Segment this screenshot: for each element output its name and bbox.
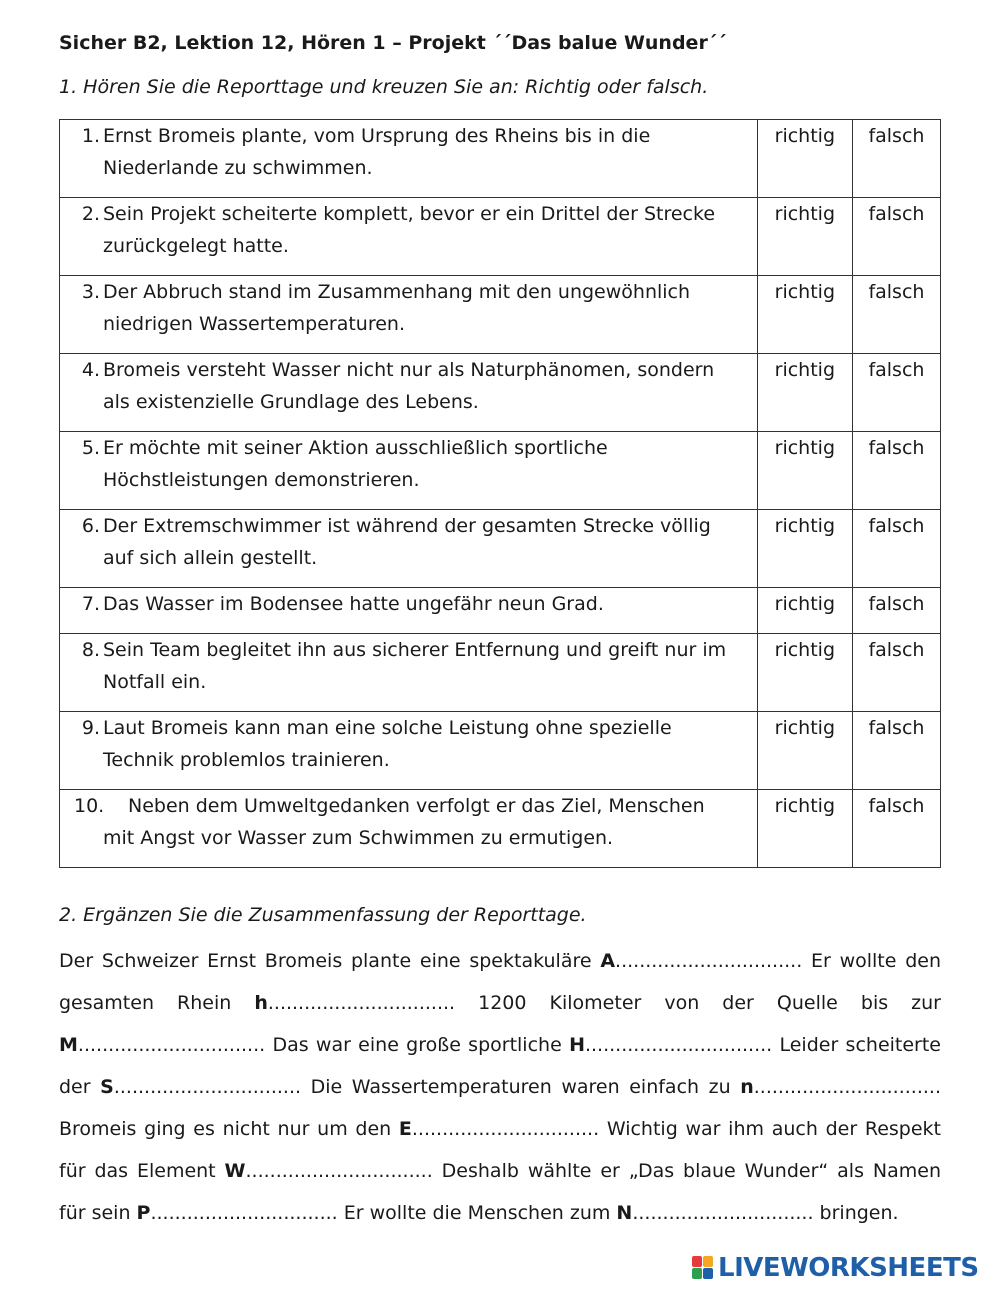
statement-row [60, 354, 941, 432]
statement-row [60, 120, 941, 198]
summary-text: Er wollte den gesamten Rhein [59, 950, 941, 1014]
summary-text: Leider scheiterte der [59, 1034, 942, 1098]
falsch-option[interactable]: falsch [868, 125, 925, 147]
gap-field[interactable]: ............................... [113, 1076, 302, 1098]
richtig-option[interactable]: richtig [774, 203, 836, 225]
gap-field[interactable]: ............................... [150, 1202, 338, 1224]
statement-cell [60, 634, 758, 712]
falsch-cell [852, 354, 940, 432]
statement-text-line1: Sein Projekt scheiterte komplett, bevor er ein Drittel der Strecke [103, 203, 716, 225]
summary-text: bringen. [813, 1202, 899, 1224]
summary-text: Der Schweizer Ernst Bromeis plante eine spektakuläre [59, 950, 601, 972]
summary-text: Wichtig war ihm auch der Respekt für das Element [59, 1118, 941, 1182]
falsch-option[interactable]: falsch [868, 639, 925, 661]
falsch-cell [852, 198, 940, 276]
summary-text: Er wollte die Menschen zum [337, 1202, 617, 1224]
falsch-cell [852, 120, 940, 198]
gap-letter: P [136, 1202, 151, 1224]
summary-text: Das war eine große sportliche [265, 1034, 570, 1056]
true-false-table [59, 119, 941, 868]
richtig-cell [757, 276, 852, 354]
richtig-cell [757, 712, 852, 790]
statement-cell [60, 588, 758, 634]
summary-paragraph [59, 940, 941, 1234]
statement-text-line2: Niederlande zu schwimmen. [103, 157, 373, 179]
falsch-option[interactable]: falsch [868, 593, 925, 615]
statement-row [60, 790, 941, 868]
gap-letter: E [398, 1118, 412, 1140]
gap-field[interactable]: ............................... [584, 1034, 773, 1056]
richtig-option[interactable]: richtig [774, 125, 836, 147]
falsch-cell [852, 712, 940, 790]
statement-number: 9. [81, 717, 100, 739]
statement-text-line1: Bromeis versteht Wasser nicht nur als Naturphänomen, sondern [103, 359, 715, 381]
falsch-cell [852, 432, 940, 510]
richtig-option[interactable]: richtig [774, 639, 836, 661]
summary-text: Deshalb wählte er „Das blaue Wunder“ als Namen für sein [59, 1160, 941, 1224]
falsch-option[interactable]: falsch [868, 281, 925, 303]
statement-text-line1: Ernst Bromeis plante, vom Ursprung des Rheins bis in die [103, 125, 651, 147]
gap-letter: n [740, 1076, 754, 1098]
summary-text: 1200 Kilometer von der Quelle bis zur [455, 992, 941, 1014]
gap-field[interactable]: ............................... [753, 1076, 941, 1098]
falsch-option[interactable]: falsch [868, 203, 925, 225]
statement-text-line2: mit Angst vor Wasser zum Schwimmen zu ermutigen. [103, 827, 614, 849]
richtig-cell [757, 790, 852, 868]
falsch-option[interactable]: falsch [868, 515, 925, 537]
statement-cell [60, 790, 758, 868]
statement-number: 2. [81, 203, 100, 225]
richtig-cell [757, 198, 852, 276]
gap-field[interactable]: .............................. [632, 1202, 814, 1224]
falsch-option[interactable]: falsch [868, 437, 925, 459]
statement-text-line2: Höchstleistungen demonstrieren. [103, 469, 420, 491]
statement-row [60, 712, 941, 790]
task2-instruction: 2. Ergänzen Sie die Zusammenfassung der Reporttage. [59, 904, 587, 926]
richtig-cell [757, 120, 852, 198]
richtig-cell [757, 634, 852, 712]
statement-cell [60, 276, 758, 354]
richtig-cell [757, 432, 852, 510]
gap-field[interactable]: ............................... [615, 950, 803, 972]
statement-text-line1: Laut Bromeis kann man eine solche Leistung ohne spezielle [103, 717, 672, 739]
statement-row [60, 198, 941, 276]
summary-text: Bromeis ging es nicht nur um den [59, 1118, 399, 1140]
statement-row [60, 276, 941, 354]
gap-letter: h [254, 992, 268, 1014]
statement-text-line1: Sein Team begleitet ihn aus sicherer Entfernung und greift nur im [103, 639, 727, 661]
richtig-option[interactable]: richtig [774, 717, 836, 739]
richtig-cell [757, 354, 852, 432]
richtig-option[interactable]: richtig [774, 359, 836, 381]
gap-letter: W [224, 1160, 246, 1182]
statement-number: 1. [81, 125, 100, 147]
gap-letter: S [100, 1076, 114, 1098]
richtig-option[interactable]: richtig [774, 593, 836, 615]
statement-text-line2: niedrigen Wassertemperaturen. [103, 313, 406, 335]
falsch-cell [852, 634, 940, 712]
page-title: Sicher B2, Lektion 12, Hören 1 – Projekt ´´Das balue Wunder´´ [59, 32, 727, 54]
statement-text-line1: Der Abbruch stand im Zusammenhang mit den ungewöhnlich [103, 281, 691, 303]
statement-row [60, 432, 941, 510]
richtig-cell [757, 588, 852, 634]
richtig-option[interactable]: richtig [774, 437, 836, 459]
gap-field[interactable]: ............................... [411, 1118, 600, 1140]
statement-cell [60, 198, 758, 276]
falsch-cell [852, 276, 940, 354]
richtig-option[interactable]: richtig [774, 515, 836, 537]
gap-letter: A [600, 950, 616, 972]
statement-text-line1: Das Wasser im Bodensee hatte ungefähr neun Grad. [103, 593, 604, 615]
statement-number: 7. [81, 593, 100, 615]
statement-number: 10. [74, 795, 105, 817]
statement-text-line1: Neben dem Umweltgedanken verfolgt er das Ziel, Menschen [128, 795, 705, 817]
statement-text-line2: auf sich allein gestellt. [103, 547, 318, 569]
statement-cell [60, 432, 758, 510]
falsch-cell [852, 510, 940, 588]
falsch-cell [852, 790, 940, 868]
summary-text: Die Wassertemperaturen waren einfach zu [301, 1076, 741, 1098]
statement-number: 8. [81, 639, 100, 661]
gap-field[interactable]: ............................... [245, 1160, 433, 1182]
statement-row [60, 588, 941, 634]
falsch-option[interactable]: falsch [868, 795, 925, 817]
statement-cell [60, 712, 758, 790]
liveworksheets-logo[interactable] [692, 1253, 979, 1283]
statement-number: 6. [81, 515, 100, 537]
falsch-option[interactable]: falsch [868, 359, 925, 381]
statement-row [60, 510, 941, 588]
richtig-option[interactable]: richtig [774, 281, 836, 303]
gap-letter: N [616, 1202, 633, 1224]
liveworksheets-logo-icon [692, 1256, 714, 1280]
logo-text: LIVEWORKSHEETS [718, 1253, 979, 1283]
statement-cell [60, 120, 758, 198]
gap-field[interactable]: ............................... [77, 1034, 266, 1056]
statement-number: 5. [81, 437, 100, 459]
statement-number: 3. [81, 281, 100, 303]
richtig-option[interactable]: richtig [774, 795, 836, 817]
statement-text-line2: Technik problemlos trainieren. [103, 749, 390, 771]
statement-text-line2: als existenzielle Grundlage des Lebens. [103, 391, 479, 413]
statement-row [60, 634, 941, 712]
statement-text-line1: Der Extremschwimmer ist während der gesamten Strecke völlig [103, 515, 711, 537]
gap-letter: M [59, 1034, 78, 1056]
statement-number: 4. [81, 359, 100, 381]
statement-text-line2: zurückgelegt hatte. [103, 235, 289, 257]
statement-cell [60, 510, 758, 588]
statement-text-line2: Notfall ein. [103, 671, 207, 693]
statement-cell [60, 354, 758, 432]
falsch-option[interactable]: falsch [868, 717, 925, 739]
gap-letter: H [569, 1034, 585, 1056]
gap-field[interactable]: ............................... [267, 992, 456, 1014]
falsch-cell [852, 588, 940, 634]
richtig-cell [757, 510, 852, 588]
task1-instruction: 1. Hören Sie die Reporttage und kreuzen Sie an: Richtig oder falsch. [59, 76, 709, 98]
statement-text-line1: Er möchte mit seiner Aktion ausschließlich sportliche [103, 437, 608, 459]
